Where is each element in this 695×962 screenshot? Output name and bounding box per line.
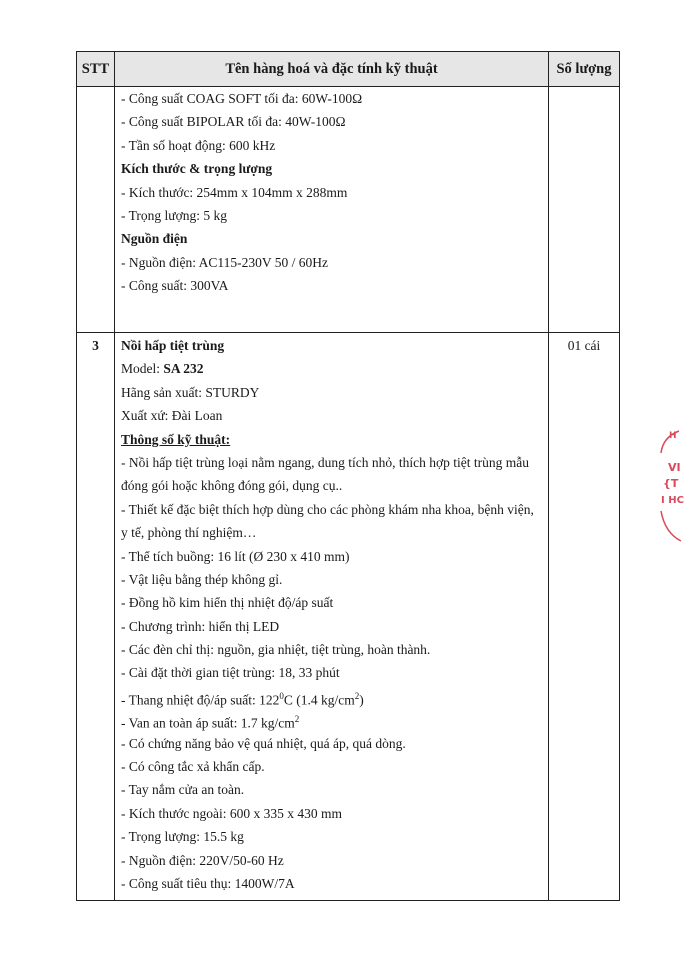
spec-line: - Trọng lượng: 15.5 kg xyxy=(121,829,244,845)
spec-line: - Có chứng năng bảo vệ quá nhiệt, quá áp, quá dòng. xyxy=(121,735,406,751)
stt-cell: 3 xyxy=(77,333,115,901)
quantity-cell xyxy=(549,87,620,333)
temp-mid: C (1.4 kg/cm xyxy=(283,692,355,708)
table-row-item-3 xyxy=(77,333,620,901)
spec-line: - Có công tắc xả khẩn cấp. xyxy=(121,759,265,775)
spec-line: - Chương trình: hiển thị LED xyxy=(121,618,280,634)
stamp-text: VI xyxy=(668,461,681,474)
spec-heading: Thông số kỹ thuật: xyxy=(121,431,231,447)
stt-cell xyxy=(77,87,115,333)
model-value: SA 232 xyxy=(163,361,204,377)
section-heading: Kích thước & trọng lượng xyxy=(121,161,273,177)
stamp-text: {T xyxy=(663,477,679,490)
spec-line: - Tần số hoạt động: 600 kHz xyxy=(121,137,276,153)
model-label: Model: xyxy=(121,361,164,377)
temperature-line xyxy=(121,685,542,708)
section-heading: Nguồn điện xyxy=(121,231,188,247)
quantity-cell: 01 cái xyxy=(549,333,620,901)
header-description: Tên hàng hoá và đặc tính kỹ thuật xyxy=(115,52,549,87)
stamp-text: H xyxy=(669,431,677,441)
spec-line: - Tay nắm cửa an toàn. xyxy=(121,782,245,798)
header-row xyxy=(77,52,620,87)
valve-prefix: - Van an toàn áp suất: 1.7 kg/cm xyxy=(121,715,295,731)
item-title: Nồi hấp tiệt trùng xyxy=(121,338,225,353)
spec-line: y tế, phòng thí nghiệm… xyxy=(121,525,257,541)
spec-line: - Công suất tiêu thụ: 1400W/7A xyxy=(121,875,295,891)
origin-line: Xuất xứ: Đài Loan xyxy=(121,408,223,424)
spec-line: - Vật liệu bằng thép không gỉ. xyxy=(121,571,283,587)
temp-prefix: - Thang nhiệt độ/áp suất: 122 xyxy=(121,692,280,708)
spec-line: - Thể tích buồng: 16 lít (Ø 230 x 410 mm) xyxy=(121,548,350,564)
stamp-ring-icon xyxy=(655,425,695,555)
valve-line xyxy=(121,708,542,731)
spec-line: - Các đèn chỉ thị: nguồn, gia nhiệt, tiệt trùng, hoàn thành. xyxy=(121,642,431,658)
spec-line: - Nguồn điện: 220V/50-60 Hz xyxy=(121,852,284,868)
stamp-text: I HC xyxy=(661,495,684,506)
spec-line: - Công suất COAG SOFT tối đa: 60W-100Ω xyxy=(121,91,363,106)
spec-table xyxy=(76,51,620,901)
temp-sup-degree: 0 xyxy=(279,690,284,701)
spec-line: - Đồng hồ kim hiển thị nhiệt độ/áp suất xyxy=(121,595,334,611)
temp-suffix: ) xyxy=(359,692,364,708)
table-row-continued xyxy=(77,87,620,333)
spec-line: - Kích thước: 254mm x 104mm x 288mm xyxy=(121,184,348,200)
spec-line: - Nguồn điện: AC115-230V 50 / 60Hz xyxy=(121,254,328,270)
manufacturer-line: Hãng sản xuất: STURDY xyxy=(121,384,260,400)
spec-line: - Kích thước ngoài: 600 x 335 x 430 mm xyxy=(121,805,343,821)
valve-sup-squared: 2 xyxy=(294,714,300,725)
spec-line: - Công suất BIPOLAR tối đa: 40W-100Ω xyxy=(121,114,346,130)
description-cell xyxy=(115,333,549,901)
model-line xyxy=(121,357,542,380)
spec-line: - Cài đặt thời gian tiệt trùng: 18, 33 phút xyxy=(121,665,340,681)
temp-sup-squared: 2 xyxy=(354,690,360,701)
spec-line: - Nồi hấp tiệt trùng loại nằm ngang, dung tích nhỏ, thích hợp tiệt trùng mẫu xyxy=(121,454,529,470)
red-stamp-fragment xyxy=(655,425,695,555)
spec-line: - Thiết kế đặc biệt thích hợp dùng cho các phòng khám nha khoa, bệnh viện, xyxy=(121,501,534,517)
spec-line: - Công suất: 300VA xyxy=(121,278,229,294)
header-quantity: Số lượng xyxy=(549,52,620,87)
spec-line: đóng gói hoặc không đóng gói, dụng cụ.. xyxy=(121,478,343,494)
spec-line: - Trọng lượng: 5 kg xyxy=(121,207,227,223)
header-stt: STT xyxy=(77,52,115,87)
description-cell xyxy=(115,87,549,333)
